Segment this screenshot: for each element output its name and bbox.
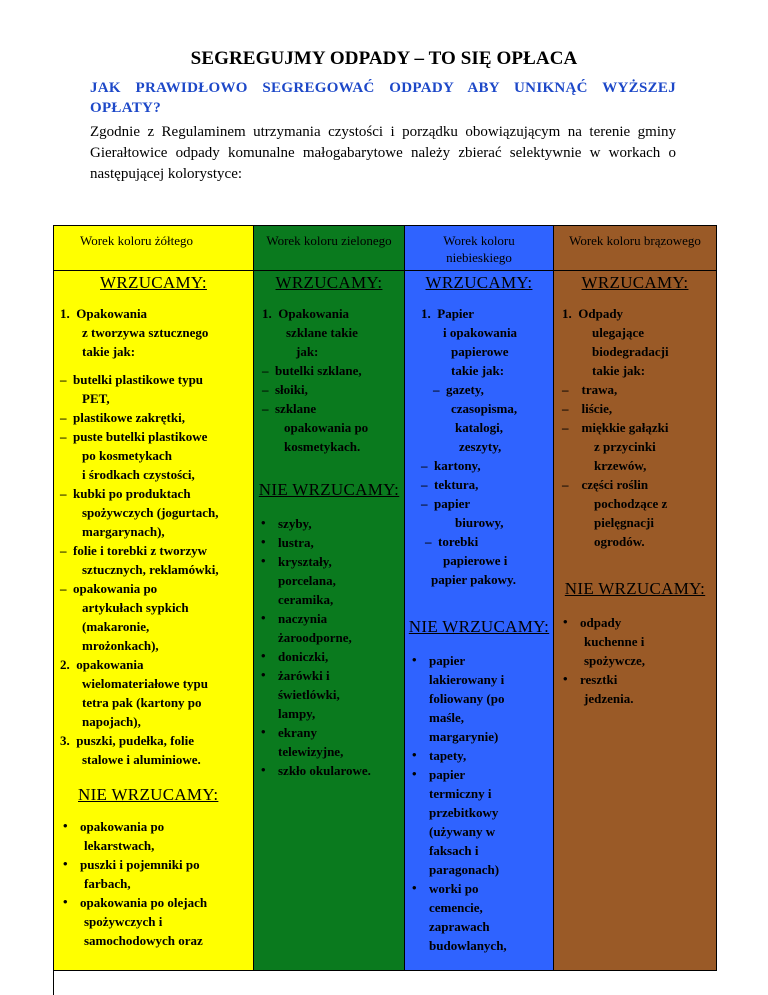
blue-excluded-item: faksach i (429, 843, 479, 858)
yellow-excluded-item: samochodowych oraz (84, 933, 203, 948)
blue-item: takie jak: (451, 363, 505, 378)
blue-item: biurowy, (455, 515, 504, 530)
blue-excluded-item: cemencie, (429, 900, 483, 915)
wrzucamy-heading-blue: WRZUCAMY: (425, 273, 533, 292)
green-excluded-item: • żarówki i (256, 666, 404, 685)
blue-excluded-item: lakierowany i (429, 672, 505, 687)
green-item: 1. Opakowania (262, 306, 350, 321)
yellow-item: stalowe i aluminiowe. (82, 752, 201, 767)
wrzucamy-heading-yellow: WRZUCAMY: (100, 273, 207, 292)
blue-excluded-item: przebitkowy (429, 805, 499, 820)
yellow-item: (makaronie, (82, 619, 150, 634)
column-brown (554, 271, 717, 971)
wrzucamy-heading-brown: WRZUCAMY: (581, 273, 689, 292)
yellow-item: 1. Opakowania (60, 306, 148, 321)
green-excluded-item: • szyby, (256, 514, 404, 533)
green-excluded-item: świetlówki, (278, 687, 340, 702)
yellow-item: po kosmetykach (82, 448, 172, 463)
blue-excluded-item: • papier (407, 651, 553, 670)
yellow-item: spożywczych (jogurtach, (82, 505, 219, 520)
blue-item: – gazety, (433, 382, 484, 397)
blue-item: i opakowania (443, 325, 518, 340)
blue-excluded-item: • papier (407, 765, 553, 784)
yellow-item: – plastikowe zakrętki, (60, 410, 185, 425)
green-item: kosmetykach. (284, 439, 361, 454)
yellow-item: mrożonkach), (82, 638, 159, 653)
yellow-item: wielomateriałowe typu (82, 676, 209, 691)
yellow-item: z tworzywa sztucznego (82, 325, 209, 340)
brown-item: ogrodów. (594, 534, 645, 549)
yellow-item: 2. opakowania (60, 657, 144, 672)
green-excluded-item: ceramika, (278, 592, 334, 607)
yellow-excluded-item: • puszki i pojemniki po (58, 855, 253, 874)
column-yellow (54, 271, 254, 971)
brown-item: – trawa, (562, 382, 618, 397)
brown-item: pochodzące z (594, 496, 668, 511)
blue-excluded-item: termiczny i (429, 786, 492, 801)
yellow-item: – puste butelki plastikowe (60, 429, 208, 444)
page-title: SEGREGUJMY ODPADY – TO SIĘ OPŁACA (190, 48, 578, 69)
blue-excluded-item: (używany w (429, 824, 496, 839)
blue-item: – torebki (425, 534, 479, 549)
green-excluded-item: • kryształy, (256, 552, 404, 571)
blue-item: 1. Papier (421, 306, 475, 321)
green-excluded-item: • ekrany (256, 723, 404, 742)
yellow-item: – butelki plastikowe typu (60, 372, 204, 387)
blue-excluded-item: budowlanych, (429, 938, 507, 953)
brown-item: 1. Odpady (562, 306, 624, 321)
blue-item: – tektura, (421, 477, 479, 492)
green-excluded-item: • naczynia (256, 609, 404, 628)
blue-excluded-item: zaprawach (429, 919, 490, 934)
yellow-excluded-item: lekarstwach, (84, 838, 155, 853)
brown-item: – liście, (562, 401, 613, 416)
yellow-excluded-item: spożywczych i (84, 914, 163, 929)
header-green-bag: Worek koloru zielonego (254, 226, 405, 271)
yellow-item: – folie i torebki z tworzyw (60, 543, 208, 558)
brown-item: krzewów, (594, 458, 647, 473)
brown-item: pielęgnacji (594, 515, 654, 530)
yellow-item: PET, (82, 391, 110, 406)
brown-excluded-item: kuchenne i (584, 634, 645, 649)
blue-item: – papier (421, 496, 471, 511)
intro-paragraph: Zgodnie z Regulaminem utrzymania czystości i porządku obowiązującym na terenie gminy Gierałtowice odpady komunalne małogabarytowe należy zbierać selektywnie w workach o następującej kolorystyce: (90, 124, 676, 182)
blue-item: papier pakowy. (431, 572, 517, 587)
nie-wrzucamy-heading-brown: NIE WRZUCAMY: (564, 579, 706, 598)
blue-excluded-item: • worki po (407, 879, 553, 898)
blue-excluded-item: • tapety, (407, 746, 553, 765)
green-excluded-item: telewizyjne, (278, 744, 344, 759)
brown-item: – miękkie gałązki (562, 420, 669, 435)
yellow-item: 3. puszki, pudełka, folie (60, 733, 195, 748)
brown-item: – części roślin (562, 477, 649, 492)
blue-excluded-item: maśle, (429, 710, 465, 725)
blue-excluded-item: foliowany (po (429, 691, 505, 706)
green-excluded-item: lampy, (278, 706, 316, 721)
yellow-item: margarynach), (82, 524, 165, 539)
nie-wrzucamy-heading-blue: NIE WRZUCAMY: (408, 617, 550, 636)
green-excluded-item: • szkło okularowe. (256, 761, 404, 780)
header-yellow-bag: Worek koloru żółtego (54, 226, 254, 271)
header-blue-bag: Worek koloru niebieskiego (405, 226, 554, 271)
wrzucamy-heading-green: WRZUCAMY: (275, 273, 383, 292)
brown-item: takie jak: (592, 363, 646, 378)
green-item: – butelki szklane, (262, 363, 362, 378)
green-excluded-item: • doniczki, (256, 647, 404, 666)
blue-item: – kartony, (421, 458, 481, 473)
yellow-excluded-item: • opakowania po (58, 817, 253, 836)
yellow-item: napojach), (82, 714, 141, 729)
subtitle-question: JAK PRAWIDŁOWO SEGREGOWAĆ ODPADY ABY UNIKNĄĆ WYŻSZEJ OPŁATY? (90, 80, 676, 116)
yellow-item: tetra pak (kartony po (82, 695, 202, 710)
brown-item: biodegradacji (592, 344, 669, 359)
yellow-item: – opakowania po (60, 581, 158, 596)
yellow-item: sztucznych, reklamówki, (82, 562, 219, 577)
blue-item: papierowe i (443, 553, 508, 568)
brown-excluded-item: • odpady (558, 613, 716, 632)
blue-item: katalogi, (455, 420, 504, 435)
nie-wrzucamy-heading-yellow: NIE WRZUCAMY: (78, 785, 219, 804)
yellow-item: – kubki po produktach (60, 486, 191, 501)
brown-excluded-item: jedzenia. (584, 691, 634, 706)
yellow-excluded-item: farbach, (84, 876, 131, 891)
column-blue (405, 271, 554, 971)
yellow-item: takie jak: (82, 344, 136, 359)
green-excluded-item: żaroodporne, (278, 630, 352, 645)
waste-bag-table (53, 225, 717, 995)
yellow-excluded-item: • opakowania po olejach (58, 893, 253, 912)
column-green (254, 271, 405, 971)
green-item: – słoiki, (262, 382, 308, 397)
green-item: – szklane (262, 401, 317, 416)
yellow-item: i środkach czystości, (82, 467, 195, 482)
blue-item: zeszyty, (459, 439, 502, 454)
header-brown-bag: Worek koloru brązowego (554, 226, 717, 271)
brown-item: z przycinki (594, 439, 656, 454)
yellow-item: artykułach sypkich (82, 600, 189, 615)
green-excluded-item: porcelana, (278, 573, 336, 588)
green-item: opakowania po (284, 420, 369, 435)
blue-excluded-item: margarynie) (429, 729, 499, 744)
brown-excluded-item: • resztki (558, 670, 716, 689)
green-item: szklane takie (286, 325, 358, 340)
blue-excluded-item: paragonach) (429, 862, 500, 877)
nie-wrzucamy-heading-green: NIE WRZUCAMY: (258, 480, 400, 499)
green-excluded-item: • lustra, (256, 533, 404, 552)
brown-item: ulegające (592, 325, 644, 340)
green-item: jak: (296, 344, 319, 359)
blue-item: czasopisma, (451, 401, 518, 416)
blue-item: papierowe (451, 344, 509, 359)
brown-excluded-item: spożywcze, (584, 653, 646, 668)
